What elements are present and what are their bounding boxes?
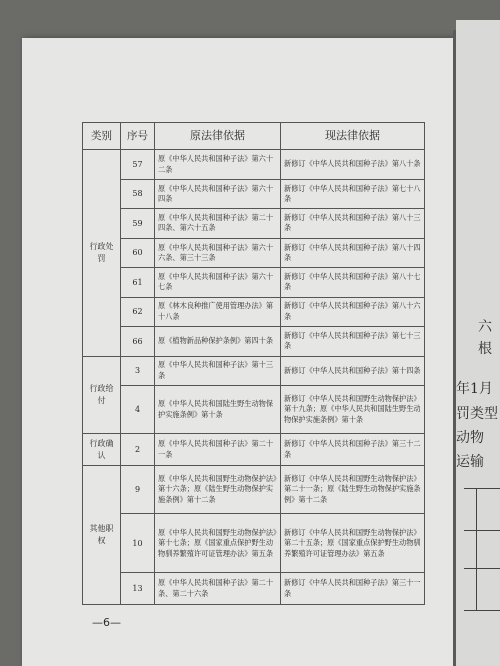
facing-text-4: 罚类型 — [456, 406, 498, 422]
row-number: 58 — [121, 179, 155, 208]
facing-page — [456, 20, 500, 666]
table-row — [83, 356, 425, 385]
table-row — [83, 297, 425, 326]
header-number: 序号 — [121, 123, 155, 150]
current-basis: 新修订《中华人民共和国种子法》第八十三条 — [281, 209, 425, 238]
facing-table-rule — [464, 530, 500, 531]
original-basis: 原《林木良种推广使用管理办法》第十八条 — [155, 297, 281, 326]
law-basis-table — [82, 122, 425, 605]
current-basis: 新修订《中华人民共和国种子法》第十四条 — [281, 356, 425, 385]
original-basis: 原《中华人民共和国种子法》第六十二条 — [155, 150, 281, 179]
facing-table-rule — [476, 488, 477, 610]
original-basis: 原《中华人民共和国种子法》第二十四条、第六十五条 — [155, 209, 281, 238]
original-basis: 原《中华人民共和国种子法》第六十六条、第三十三条 — [155, 238, 281, 267]
table-row — [83, 573, 425, 605]
table-row — [83, 465, 425, 513]
facing-text-6: 运输 — [456, 454, 484, 470]
table-row — [83, 179, 425, 208]
original-basis: 原《中华人民共和国种子法》第二十条、第二十六条 — [155, 573, 281, 605]
table-row — [83, 514, 425, 573]
original-basis: 原《中华人民共和国种子法》第二十一条 — [155, 434, 281, 466]
facing-text-5: 动物 — [456, 430, 484, 446]
current-basis: 新修订《中华人民共和国种子法》第三十一条 — [281, 573, 425, 605]
header-category: 类别 — [83, 123, 121, 150]
original-basis: 原《植物新品种保护条例》第四十条 — [155, 327, 281, 356]
current-basis: 新修订《中华人民共和国种子法》第八十四条 — [281, 238, 425, 267]
table-row — [83, 268, 425, 297]
original-basis: 原《中华人民共和国种子法》第十三条 — [155, 356, 281, 385]
category-cell: 行政确认 — [83, 434, 121, 466]
row-number: 59 — [121, 209, 155, 238]
row-number: 66 — [121, 327, 155, 356]
row-number: 3 — [121, 356, 155, 385]
current-basis: 新修订《中华人民共和国种子法》第八十七条 — [281, 268, 425, 297]
row-number: 2 — [121, 434, 155, 466]
category-cell: 其他职权 — [83, 465, 121, 604]
original-basis: 原《中华人民共和国种子法》第六十七条 — [155, 268, 281, 297]
table-row — [83, 238, 425, 267]
table-row — [83, 385, 425, 433]
facing-text-2: 根 — [478, 341, 492, 357]
table-row — [83, 434, 425, 466]
current-basis: 新修订《中华人民共和国种子法》第七十八条 — [281, 179, 425, 208]
table-row — [83, 150, 425, 179]
table-row — [83, 209, 425, 238]
table-row — [83, 327, 425, 356]
facing-table-rule — [464, 568, 500, 569]
current-basis: 新修订《中华人民共和国种子法》第七十三条 — [281, 327, 425, 356]
current-basis: 新修订《中华人民共和国野生动物保护法》第二十一条；原《陆生野生动物保护实施条例》第十二条 — [281, 465, 425, 513]
facing-text-3: 年1月 — [456, 381, 493, 397]
facing-table-rule — [464, 488, 500, 489]
row-number: 4 — [121, 385, 155, 433]
current-basis: 新修订《中华人民共和国野生动物保护法》第十九条；原《中华人民共和国陆生野生动物保护实施条例》第十条 — [281, 385, 425, 433]
original-basis: 原《中华人民共和国陆生野生动物保护实施条例》第十条 — [155, 385, 281, 433]
current-basis: 新修订《中华人民共和国种子法》第三十二条 — [281, 434, 425, 466]
row-number: 10 — [121, 514, 155, 573]
category-cell: 行政给付 — [83, 356, 121, 434]
facing-text-1: 六 — [478, 319, 492, 335]
header-original-basis: 原法律依据 — [155, 123, 281, 150]
category-cell: 行政处罚 — [83, 150, 121, 356]
row-number: 61 — [121, 268, 155, 297]
row-number: 57 — [121, 150, 155, 179]
original-basis: 原《中华人民共和国种子法》第六十四条 — [155, 179, 281, 208]
current-basis: 新修订《中华人民共和国种子法》第八十条 — [281, 150, 425, 179]
original-basis: 原《中华人民共和国野生动物保护法》第十六条；原《陆生野生动物保护实施条例》第十二条 — [155, 465, 281, 513]
row-number: 60 — [121, 238, 155, 267]
row-number: 62 — [121, 297, 155, 326]
facing-table-rule — [464, 610, 500, 611]
header-current-basis: 现法律依据 — [281, 123, 425, 150]
page-number: —6— — [92, 616, 121, 629]
current-basis: 新修订《中华人民共和国种子法》第八十六条 — [281, 297, 425, 326]
row-number: 9 — [121, 465, 155, 513]
current-basis: 新修订《中华人民共和国野生动物保护法》第二十五条；原《国家重点保护野生动物驯养繁殖许可证管理办法》第五条 — [281, 514, 425, 573]
original-basis: 原《中华人民共和国野生动物保护法》第十七条；原《国家重点保护野生动物驯养繁殖许可证管理办法》第五条 — [155, 514, 281, 573]
row-number: 13 — [121, 573, 155, 605]
table-header-row — [83, 123, 425, 150]
